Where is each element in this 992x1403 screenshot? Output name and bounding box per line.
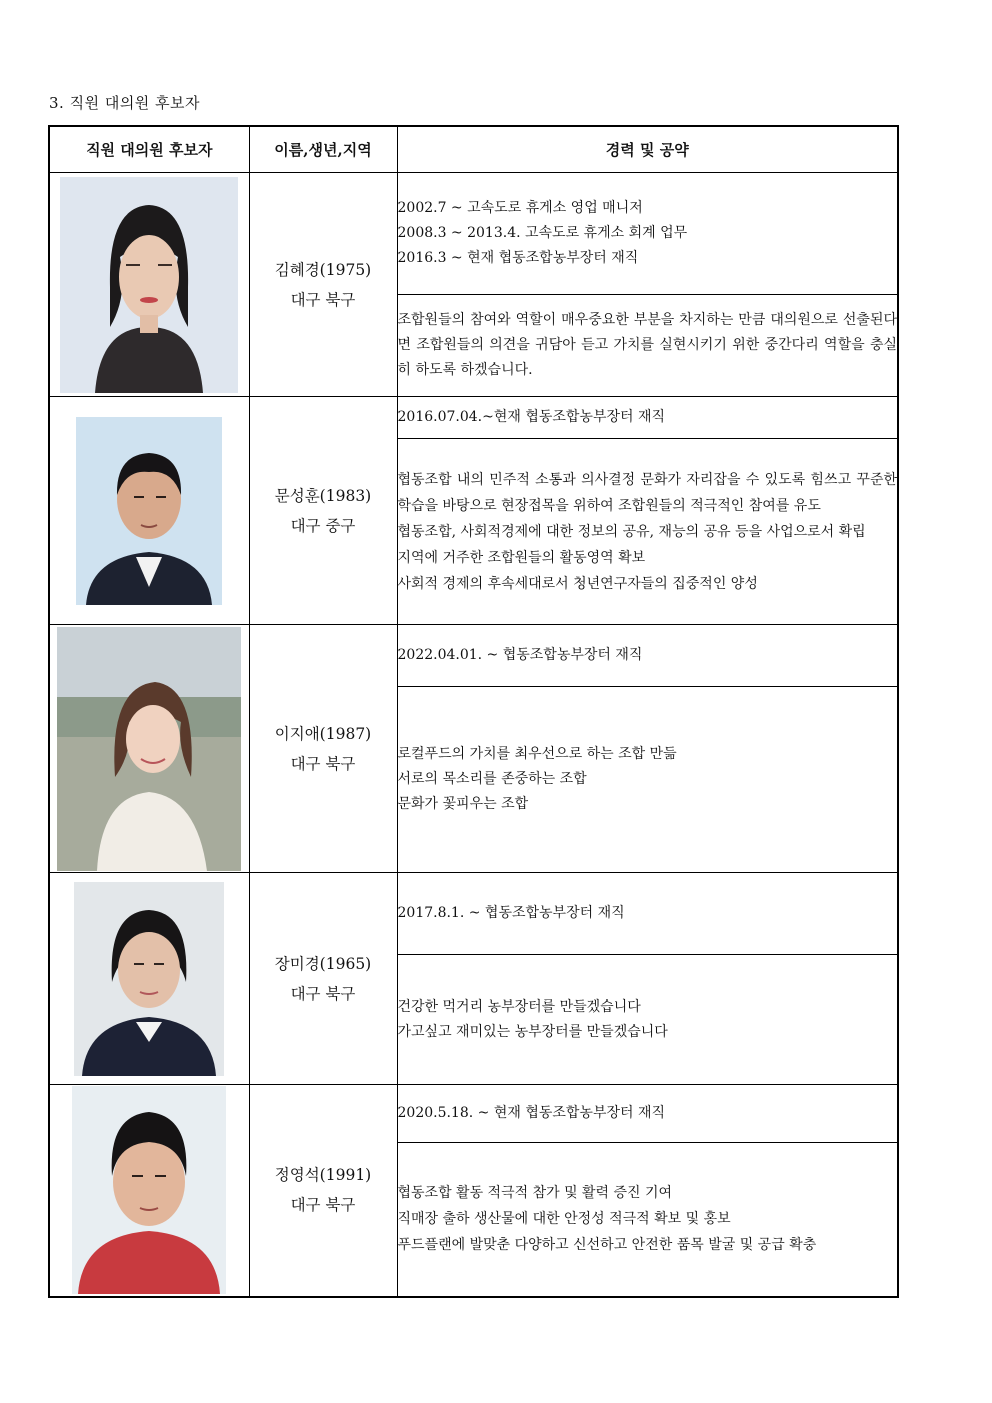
portrait-woman-icon	[74, 882, 224, 1076]
career-cell	[397, 625, 898, 687]
header-candidate: 직원 대의원 후보자	[49, 126, 249, 173]
candidate-region: 대구 북구	[290, 754, 356, 773]
name-cell	[249, 1085, 397, 1297]
candidate-name: 정영석(1991)	[274, 1166, 372, 1185]
candidate-name: 장미경(1965)	[274, 954, 372, 973]
pledge-line: 푸드플랜에 발맞춘 다양하고 신선하고 안전한 품목 발굴 및 공급 확충	[397, 1237, 817, 1254]
pledge-cell	[397, 955, 898, 1085]
table-row	[49, 873, 898, 955]
photo-cell	[49, 625, 249, 873]
name-cell	[249, 625, 397, 873]
table-header-row	[49, 126, 898, 173]
photo-cell	[49, 397, 249, 625]
section-title: 3. 직원 대의원 후보자	[49, 94, 201, 112]
name-cell	[249, 873, 397, 1085]
pledge-line: 직매장 출하 생산물에 대한 안정성 적극적 확보 및 홍보	[397, 1211, 731, 1228]
pledge-line: 협동조합 내의 민주적 소통과 의사결정 문화가 자리잡을 수 있도록 힘쓰고 꾸준한 학습을 바탕으로 현장접목을 위하여 조합원들의 적극적인 참여를 유도	[397, 471, 897, 514]
pledge-line: 협동조합, 사회적경제에 대한 정보의 공유, 재능의 공유 등을 사업으로서 확립	[397, 523, 866, 540]
pledge-line: 가고싶고 재미있는 농부장터를 만들겠습니다	[397, 1023, 668, 1040]
pledge-cell	[397, 687, 898, 873]
candidate-region: 대구 북구	[290, 1196, 356, 1215]
candidate-region: 대구 북구	[290, 290, 356, 309]
career-line: 2008.3 ~ 2013.4. 고속도로 휴게소 회계 업무	[397, 225, 688, 241]
career-cell	[397, 173, 898, 295]
table-row	[49, 625, 898, 687]
pledge-cell	[397, 439, 898, 625]
pledge-line: 지역에 거주한 조합원들의 활동영역 확보	[397, 549, 646, 566]
table-row	[49, 397, 898, 439]
portrait-woman-outdoor-icon	[57, 627, 241, 871]
candidate-name: 김혜경(1975)	[274, 260, 372, 279]
photo-cell	[49, 173, 249, 397]
header-career-pledge: 경력 및 공약	[397, 126, 898, 173]
candidate-name: 이지애(1987)	[274, 724, 372, 743]
pledge-line: 건강한 먹거리 농부장터를 만들겠습니다	[397, 998, 641, 1015]
career-cell	[397, 1085, 898, 1143]
career-line: 2022.04.01. ~ 협동조합농부장터 재직	[397, 647, 643, 663]
pledge-line: 사회적 경제의 후속세대로서 청년연구자들의 집중적인 양성	[397, 575, 758, 592]
name-cell	[249, 397, 397, 625]
pledge-cell	[397, 295, 898, 397]
career-line: 2002.7 ~ 고속도로 휴게소 영업 매니저	[397, 200, 643, 216]
candidate-region: 대구 북구	[290, 984, 356, 1003]
photo-cell	[49, 1085, 249, 1297]
pledge-line: 로컬푸드의 가치를 최우선으로 하는 조합 만듦	[397, 746, 677, 762]
career-line: 2016.3 ~ 현재 협동조합농부장터 재직	[397, 250, 639, 266]
career-line: 2020.5.18. ~ 현재 협동조합농부장터 재직	[397, 1105, 666, 1121]
portrait-man-icon	[76, 417, 222, 605]
career-line: 2016.07.04.~현재 협동조합농부장터 재직	[397, 409, 666, 425]
pledge-line: 조합원들의 참여와 역할이 매우중요한 부분을 차지하는 만큼 대의원으로 선출된다면 조합원들의 의견을 귀담아 듣고 가치를 실현시키기 위한 중간다리 역할을 충실히 하도록 하겠습니다.	[397, 312, 897, 378]
pledge-cell	[397, 1143, 898, 1297]
career-cell	[397, 873, 898, 955]
header-name-birth-region: 이름,생년,지역	[249, 126, 397, 173]
name-cell	[249, 173, 397, 397]
portrait-man-icon	[72, 1086, 226, 1294]
candidates-table	[48, 125, 899, 1298]
pledge-line: 서로의 목소리를 존중하는 조합	[397, 771, 587, 787]
portrait-woman-icon	[60, 177, 238, 393]
photo-cell	[49, 873, 249, 1085]
table-row	[49, 1085, 898, 1143]
pledge-line: 협동조합 활동 적극적 참가 및 활력 증진 기여	[397, 1185, 673, 1202]
candidate-name: 문성훈(1983)	[274, 486, 372, 505]
career-cell	[397, 397, 898, 439]
career-line: 2017.8.1. ~ 협동조합농부장터 재직	[397, 905, 625, 921]
pledge-line: 문화가 꽃피우는 조합	[397, 796, 529, 812]
table-row	[49, 173, 898, 295]
candidate-region: 대구 중구	[290, 516, 356, 535]
